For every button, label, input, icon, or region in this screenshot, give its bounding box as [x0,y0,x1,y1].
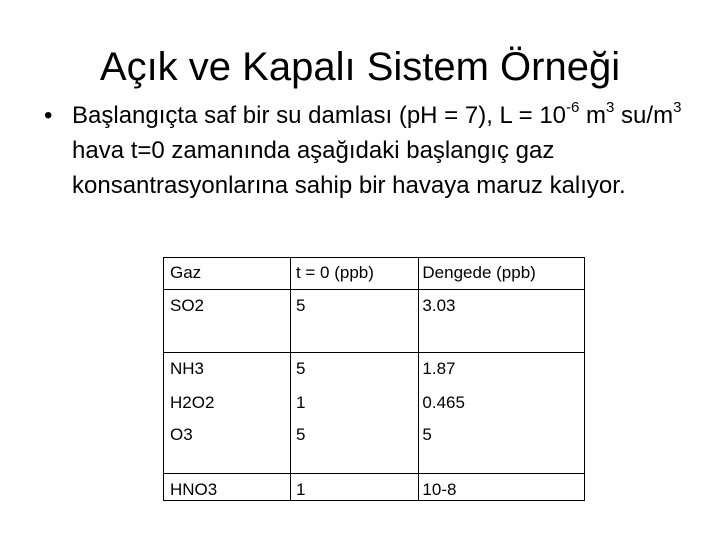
table-column-divider [290,257,291,501]
cell-equilibrium: 1.87 [422,359,456,378]
cell-equilibrium: 5 [415,419,585,474]
cell-gas: NH3 [170,359,205,378]
header-equilibrium: Dengede (ppb) [415,257,585,290]
cell-t0: 1 [295,393,306,412]
cell-gas: O3 [163,419,289,474]
table-row [163,353,585,388]
header-t0: t = 0 (ppb) [289,257,415,290]
bullet-text-part4: hava t=0 zamanında aşağıdaki başlangıç gaz konsantrasyonlarına sahip bir havaya maruz kalıyor. [72,137,626,199]
table-row [163,387,585,419]
bullet-text [72,98,704,203]
bullet-dot-icon: • [44,102,53,129]
table-row [163,419,585,474]
bullet-exponent-2: 3 [606,99,615,116]
cell-gas: H2O2 [170,393,215,412]
bullet-exponent-3: 3 [673,99,682,116]
cell-equilibrium: 0.465 [422,393,465,412]
cell-t0: 1 [295,480,306,499]
bullet-paragraph [44,98,704,203]
cell-gas: SO2 [163,290,289,353]
cell-equilibrium: 10-8 [422,480,457,499]
gas-concentration-table [163,257,585,508]
table-column-divider [418,257,419,501]
table-row [163,474,585,509]
table-row [163,290,585,353]
cell-t0: 5 [289,290,415,353]
bullet-exponent-1: -6 [566,99,580,116]
slide-title: Açık ve Kapalı Sistem Örneği [99,45,621,89]
cell-equilibrium: 3.03 [415,290,585,353]
cell-t0: 5 [295,359,306,378]
bullet-text-part2: m [579,102,607,129]
bullet-text-part1: Başlangıçta saf bir su damlası (pH = 7), L = 10 [72,102,567,129]
bullet-text-part3: su/m [614,102,674,129]
cell-t0: 5 [289,419,415,474]
header-gas: Gaz [163,257,289,290]
table-header-row [163,257,585,290]
cell-gas: HNO3 [170,480,218,499]
